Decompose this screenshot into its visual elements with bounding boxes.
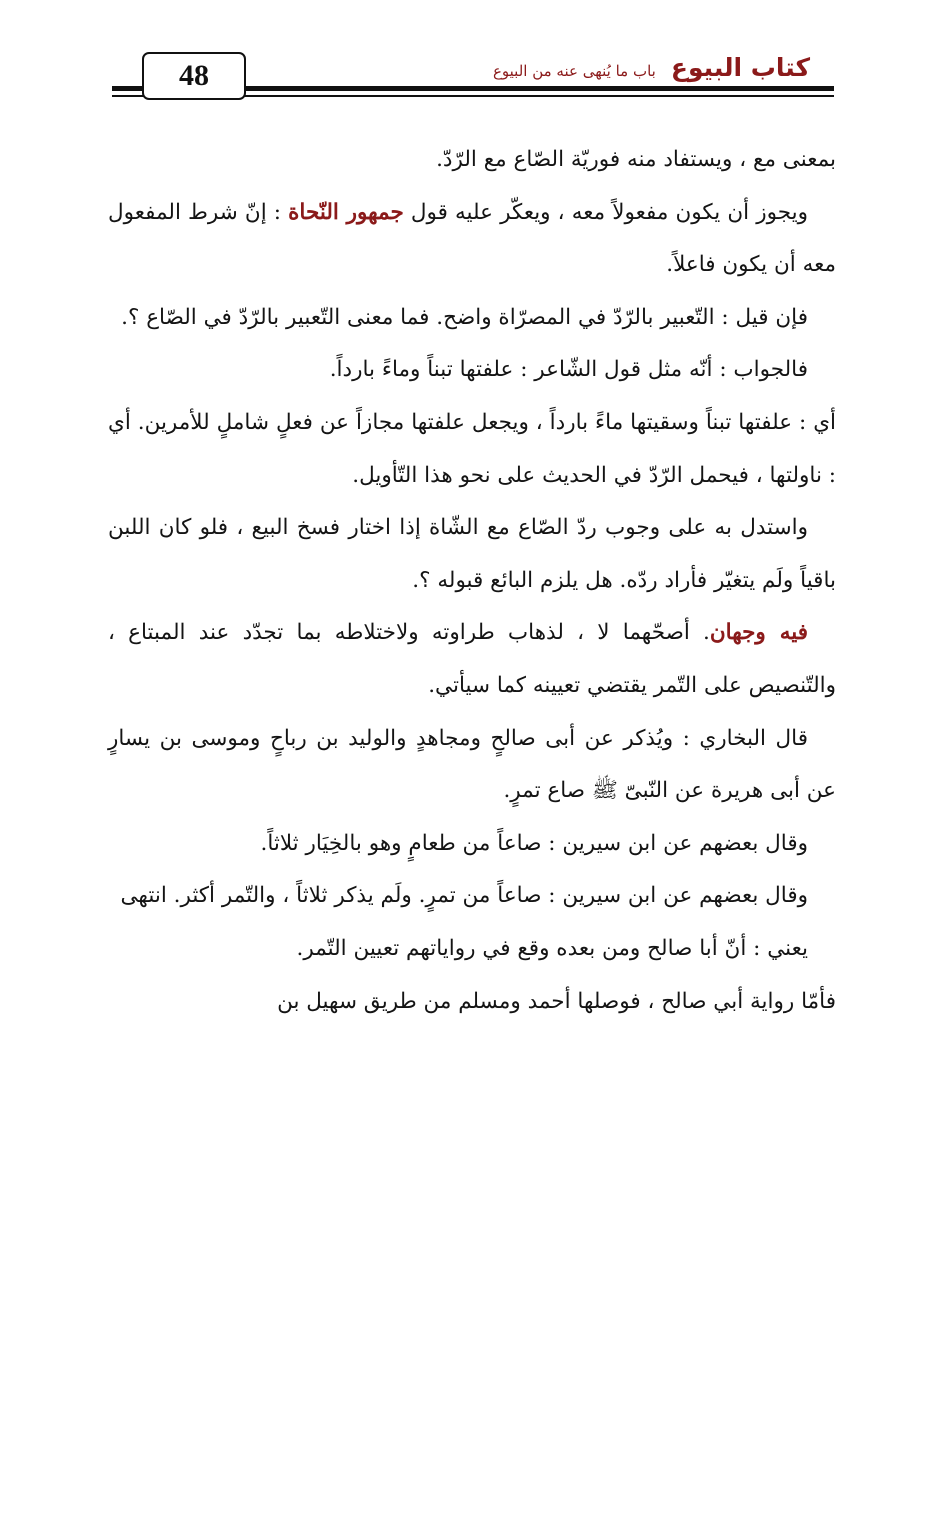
paragraph-1: بمعنى مع ، ويستفاد منه فوريّة الصّاع مع الرّدّ. bbox=[436, 147, 836, 172]
highlight-jumhur-al-nuhat: جمهور النّحاة bbox=[288, 199, 404, 225]
paragraph-12: فأمّا رواية أبي صالح ، فوصلها أحمد ومسلم من طريق سهيل بن bbox=[277, 988, 836, 1014]
paragraph-7-end: . أصحّهما لا ، لذهاب طراوته ولاختلاطه بما تجدّد عند المبتاع ، والتّنصيص على التّمر يقتضي تعيينه كما سيأتي. bbox=[108, 620, 836, 698]
paragraph-8: قال البخاري : ويُذكر عن أبى صالحٍ ومجاهدٍ والوليد بن رباحٍ وموسى بن يسارٍ عن أبى هريرة عن النّبىّ ﷺ صاع تمرٍ. bbox=[108, 725, 836, 804]
paragraph-5: أي : علفتها تبناً وسقيتها ماءً بارداً ، ويجعل علفتها مجازاً عن فعلٍ شاملٍ للأمرين. أي : ناولتها ، فيحمل الرّدّ في الحديث على نحو هذا التّأويل. bbox=[108, 409, 836, 488]
paragraph-11: يعني : أنّ أبا صالح ومن بعده وقع في رواياتهم تعيين التّمر. bbox=[296, 935, 808, 961]
page-number: 48 bbox=[142, 52, 246, 100]
paragraph-7 bbox=[108, 607, 836, 712]
paragraph-3: فإن قيل : التّعبير بالرّدّ في المصرّاة واضح. فما معنى التّعبير بالرّدّ في الصّاع ؟. bbox=[121, 304, 808, 330]
paragraph-2-start: ويجوز أن يكون مفعولاً معه ، ويعكّر عليه قول bbox=[403, 199, 808, 225]
running-head bbox=[493, 50, 810, 89]
highlight-fihi-wajhan: فيه وجهان bbox=[709, 620, 808, 646]
main-text bbox=[108, 134, 836, 1028]
paragraph-10: وقال بعضهم عن ابن سيرين : صاعاً من تمرٍ. ولَم يذكر ثلاثاً ، والتّمر أكثر. انتهى bbox=[120, 883, 808, 909]
chapter-title: باب ما يُنهى عنه من البيوع bbox=[492, 62, 656, 80]
page-header bbox=[112, 50, 834, 106]
paragraph-2-end: : إنّ شرط المفعول معه أن يكون فاعلاً. bbox=[108, 199, 836, 278]
paragraph-9: وقال بعضهم عن ابن سيرين : صاعاً من طعامٍ وهو بالخِيَار ثلاثاً. bbox=[260, 830, 808, 856]
paragraph-6: واستدل به على وجوب ردّ الصّاع مع الشّاة إذا اختار فسخ البيع ، فلو كان اللبن باقياً ولَم يتغيّر فأراد ردّه. هل يلزم البائع قبوله ؟. bbox=[108, 515, 836, 593]
book-title: كتاب البيوع bbox=[670, 53, 810, 82]
paragraph-2 bbox=[108, 187, 836, 292]
paragraph-4: فالجواب : أنّه مثل قول الشّاعر : علفتها تبناً وماءً بارداً. bbox=[329, 357, 808, 383]
